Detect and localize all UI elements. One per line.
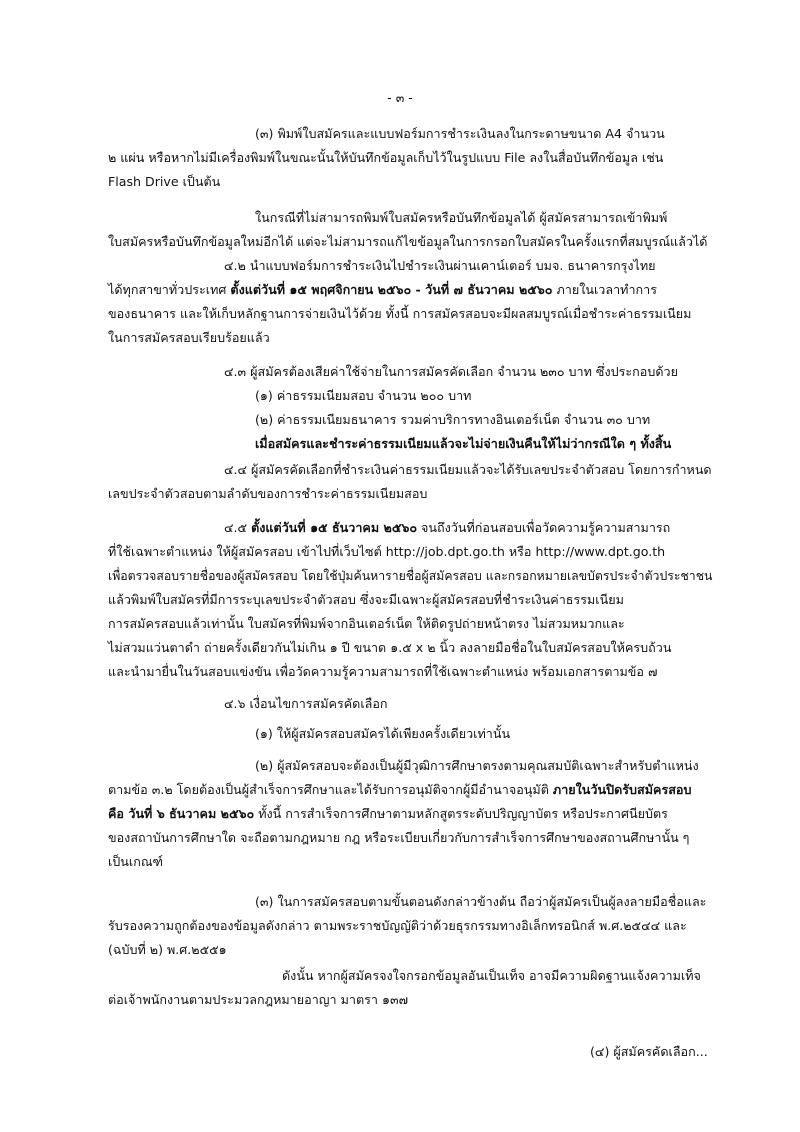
text-run: (ฉบับที่ ๒) พ.ศ.๒๕๕๑ [108,942,227,957]
text-run: ๔.๖ เงื่อนไขการสมัครคัดเลือก [224,696,388,711]
text-run: เพื่อตรวจสอบรายชื่อของผู้สมัครสอบ โดยใช้ปุ่มค้นหารายชื่อผู้สมัครสอบ และกรอกหมายเลขบัตรประจำตัวประชาชน [108,568,713,583]
text-run: (๓) ในการสมัครสอบตามขั้นตอนดังกล่าวข้างต้น ถือว่าผู้สมัครเป็นผู้ลงลายมือชื่อและ [255,894,707,909]
bold-text: ตั้งแต่วันที่ ๑๕ พฤศจิกายน ๒๕๖๐ - วันที่ ๗ ธันวาคม ๒๕๖๐ [230,282,553,297]
continuation-note: (๔) ผู้สมัครคัดเลือก... [590,1044,708,1059]
text-run: ของสถาบันการศึกษาใด จะถือตามกฎหมาย กฎ หรือระเบียบเกี่ยวกับการสำเร็จการศึกษาของสถานศึกษานั้น ๆ [108,830,690,845]
text-line [255,892,706,912]
text-run: Flash Drive เป็นต้น [108,174,221,189]
bold-text: ภายในวันปิดรับสมัครสอบ [552,782,692,797]
text-run: จนถึงวันที่ก่อนสอบเพื่อวัดความรู้ความสามารถ [417,520,671,535]
text-run: ในกรณีที่ไม่สามารถพิมพ์ใบสมัครหรือบันทึกข้อมูลได้ ผู้สมัครสามารถเข้าพิมพ์ [255,210,668,225]
text-line [255,124,665,144]
text-line [108,852,163,872]
text-line [108,304,691,324]
text-run: ต่อเจ้าพนักงานตามประมวลกฎหมายอาญา มาตรา ๑๓๗ [108,992,409,1007]
text-run: ทั้งนี้ การสำเร็จการศึกษาตามหลักสูตรระดับปริญญาบัตร หรือประกาศนียบัตร [254,806,668,821]
text-run: ได้ทุกสาขาทั่วประเทศ [108,282,231,297]
text-line [108,916,687,936]
bold-text: ตั้งแต่วันที่ ๑๕ ธันวาคม ๒๕๖๐ [251,520,418,535]
text-line [108,780,691,800]
text-line [108,638,671,658]
text-run: (๒) ค่าธรรมเนียมธนาคาร รวมค่าบริการทางอินเตอร์เน็ต จำนวน ๓๐ บาท [255,412,651,427]
text-run: ตามข้อ ๓.๒ โดยต้องเป็นผู้สำเร็จการศึกษาและได้รับการอนุมัติจากผู้มีอำนาจอนุมัติ [108,782,553,797]
text-run: ๔.๔ ผู้สมัครคัดเลือกที่ชำระเงินค่าธรรมเนียมแล้วจะได้รับเลขประจำตัวสอบ โดยการกำหนด [224,462,712,477]
text-line [108,940,227,960]
text-run: ภายในเวลาทำการ [552,282,657,297]
text-run: (๑) ค่าธรรมเนียมสอบ จำนวน ๒๐๐ บาท [255,388,472,403]
text-run: แล้วพิมพ์ใบสมัครที่มีการระบุเลขประจำตัวสอบ ซึ่งจะมีเฉพาะผู้สมัครสอบที่ชำระเงินค่าธรรมเนียม [108,592,624,607]
text-run: ๔.๕ [224,520,252,535]
text-line [108,542,665,562]
text-run: และนำมายื่นในวันสอบแข่งขัน เพื่อวัดความรู้ความสามารถที่ใช้เฉพาะตำแหน่ง พร้อมเอกสารตามข้อ ๗ [108,664,658,679]
text-run: (๑) ให้ผู้สมัครสอบสมัครได้เพียงครั้งเดียวเท่านั้น [255,726,511,741]
text-run: เป็นเกณฑ์ [108,854,163,869]
text-run: ดังนั้น หากผู้สมัครจงใจกรอกข้อมูลอันเป็นเท็จ อาจมีความผิดฐานแจ้งความเท็จ [282,968,701,983]
text-line [255,208,667,228]
text-line [224,362,678,382]
text-line [108,662,657,682]
text-line [255,386,471,406]
text-line [224,518,670,538]
text-line [224,256,656,276]
text-line [108,566,712,586]
text-line [255,756,699,776]
text-run: เลขประจำตัวสอบตามลำดับของการชำระค่าธรรมเนียมสอบ [108,486,428,501]
text-line [108,280,657,300]
text-line [255,724,510,744]
text-line [108,990,408,1010]
bold-text: คือ วันที่ ๖ ธันวาคม ๒๕๖๐ [108,806,255,821]
text-line [108,828,689,848]
text-run: (๒) ผู้สมัครสอบจะต้องเป็นผู้มีวุฒิการศึกษาตรงตามคุณสมบัติเฉพาะสำหรับตำแหน่ง [255,758,699,773]
text-line [282,966,701,986]
bold-text: เมื่อสมัครและชำระค่าธรรมเนียมแล้วจะไม่จ่ายเงินคืนให้ไม่ว่ากรณีใด ๆ ทั้งสิ้น [255,436,672,451]
text-run: (๓) พิมพ์ใบสมัครและแบบฟอร์มการชำระเงินลงในกระดาษขนาด A4 จำนวน [255,126,665,141]
text-line [108,614,625,634]
text-line [108,484,427,504]
text-line [108,148,663,168]
text-line [255,434,671,454]
text-run: ๔.๓ ผู้สมัครต้องเสียค่าใช้จ่ายในการสมัครคัดเลือก จำนวน ๒๓๐ บาท ซึ่งประกอบด้วย [224,364,678,379]
text-run: ๔.๒ นำแบบฟอร์มการชำระเงินไปชำระเงินผ่านเคาน์เตอร์ บมจ. ธนาคารกรุงไทย [224,258,656,273]
text-run: ไม่สวมแว่นตาดำ ถ่ายครั้งเดียวกันไม่เกิน ๑ ปี ขนาด ๑.๕ x ๒ นิ้ว ลงลายมือชื่อในใบสมัครสอบให้ครบถ้วน [108,640,672,655]
text-run: รับรองความถูกต้องของข้อมูลดังกล่าว ตามพระราชบัญญัติว่าด้วยธุรกรรมทางอิเล็กทรอนิกส์ พ.ศ.๒๕๔๔ และ [108,918,687,933]
text-run: ของธนาคาร และให้เก็บหลักฐานการจ่ายเงินไว้ด้วย ทั้งนี้ การสมัครสอบจะมีผลสมบูรณ์เมื่อชำระค่าธรรมเนียม [108,306,692,321]
text-line [108,172,220,192]
text-line [108,328,270,348]
text-run: การสมัครสอบแล้วเท่านั้น ใบสมัครที่พิมพ์จากอินเตอร์เน็ต ให้ติดรูปถ่ายหน้าตรง ไม่สวมหมวกและ [108,616,625,631]
text-line [108,590,624,610]
text-line [108,232,707,252]
text-run: ๒ แผ่น หรือหากไม่มีเครื่องพิมพ์ในขณะนั้นให้บันทึกข้อมูลเก็บไว้ในรูปแบบ File ลงในสื่อบันทึกข้อมูล เช่น [108,150,664,165]
page-number: - ๓ - [387,90,413,105]
text-line [224,460,712,480]
text-run: ที่ใช้เฉพาะตำแหน่ง ให้ผู้สมัครสอบ เข้าไปที่เว็บไซต์ http://job.dpt.go.th หรือ http://www.dpt.go.th [108,544,666,559]
text-run: ใบสมัครหรือบันทึกข้อมูลใหม่อีกได้ แต่จะไม่สามารถแก้ไขข้อมูลในการกรอกใบสมัครในครั้งแรกที่สมบูรณ์แล้วได้ [108,234,708,249]
text-run: ในการสมัครสอบเรียบร้อยแล้ว [108,330,270,345]
text-line [255,410,650,430]
text-line [224,694,388,714]
text-line [108,804,668,824]
